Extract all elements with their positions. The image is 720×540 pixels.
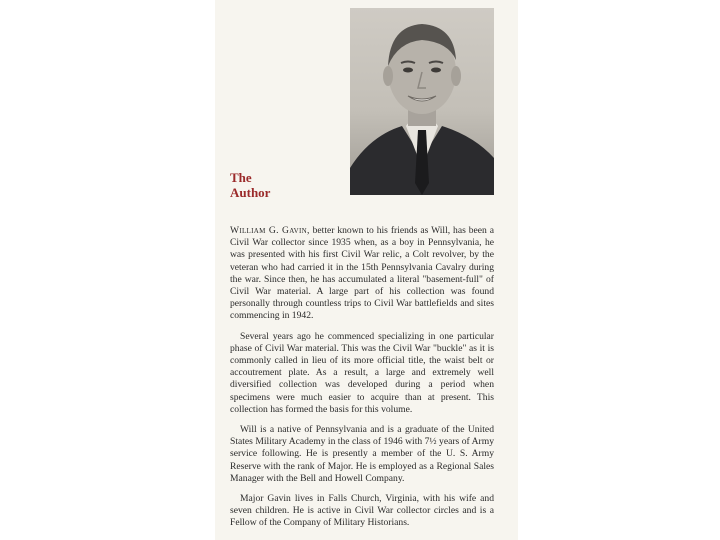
author-photo [350,8,494,195]
author-portrait-icon [350,8,494,195]
heading-line-1: The [230,170,252,185]
bio-paragraph-2: Several years ago he commenced specializing in one particular phase of Civil War material. This was the Civil War "buckle" as it is commonly called in lieu of its more official title, the waist belt or accoutrement plate. As a result, a large and extremely well diversified collection was developed during a period when specimens were much easier to acquire than at present. This collection has formed the basis for this volume. [230,330,494,415]
bio-paragraph-1-text: better known to his friends as Will, has been a Civil War collector since 1935 when, as a boy in Pennsylvania, he was presented with his first Civil War relic, a Colt revolver, by the veteran who had carried it in the 15th Pennsylvania Cavalry during the war. Since then, he has accumulated a literal "basement-full" of Civil War material. A large part of his collection was found personally through countless trips to Civil War battlefields and sites commencing in 1942. [230,225,494,322]
bio-paragraph-3: Will is a native of Pennsylvania and is a graduate of the United States Military Academy in the class of 1946 with 7½ years of Army service following. He is presently a member of the U. S. Army Reserve with the rank of Major. He is employed as a Regional Sales Manager with the Bell and Howell Company. [230,424,494,484]
heading-line-2: Author [230,185,271,200]
author-name: William G. Gavin, [230,225,310,236]
author-bio [230,225,494,538]
bio-paragraph-4: Major Gavin lives in Falls Church, Virginia, with his wife and seven children. He is active in Civil War collector circles and is a Fellow of the Company of Military Historians. [230,493,494,529]
section-heading [230,170,270,200]
bio-paragraph-1 [230,225,494,323]
